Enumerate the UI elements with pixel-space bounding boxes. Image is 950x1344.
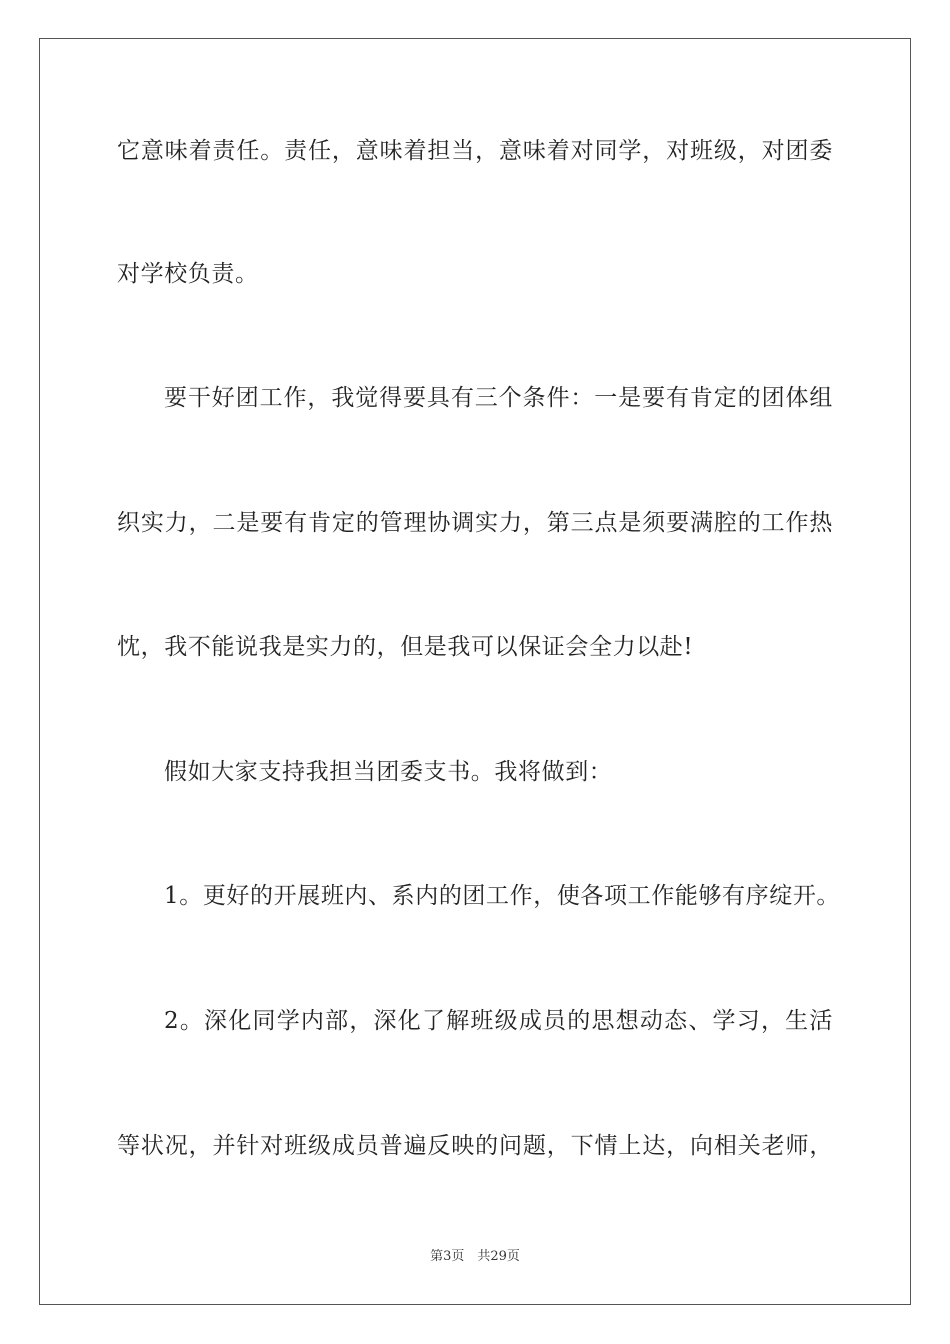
- page-number-footer: 第3页 共29页: [430, 1249, 520, 1264]
- text-line-3: 要干好团工作，我觉得要具有三个条件：一是要有肯定的团体组: [164, 385, 833, 411]
- text-line-1: 它意味着责任。责任，意味着担当，意味着对同学，对班级，对团委: [117, 138, 833, 164]
- text-line-7: 1。更好的开展班内、系内的团工作，使各项工作能够有序绽开。: [164, 883, 841, 909]
- text-line-8: 2。深化同学内部，深化了解班级成员的思想动态、学习，生活: [164, 1008, 833, 1034]
- page-border: [39, 38, 911, 1305]
- text-line-5: 忱，我不能说我是实力的，但是我可以保证会全力以赴!: [117, 634, 694, 660]
- text-line-9: 等状况，并针对班级成员普遍反映的问题，下情上达，向相关老师，: [117, 1133, 833, 1159]
- text-line-4: 织实力，二是要有肯定的管理协调实力，第三点是须要满腔的工作热: [117, 510, 833, 536]
- text-line-6: 假如大家支持我担当团委支书。我将做到：: [164, 759, 613, 785]
- text-line-2: 对学校负责。: [117, 261, 259, 287]
